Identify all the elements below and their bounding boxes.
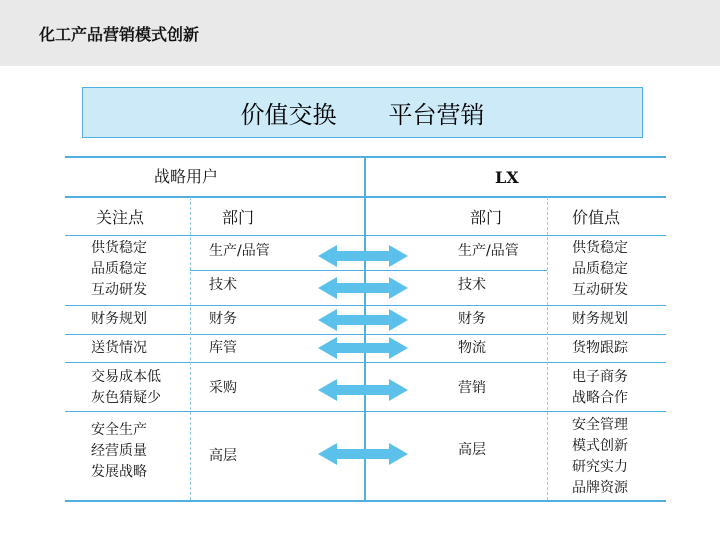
focus-cell: 送货情况 <box>91 340 147 356</box>
double-arrow-icon <box>318 443 408 465</box>
dept-right-cell: 营销 <box>458 380 486 396</box>
value-cell: 财务规划 <box>572 311 628 327</box>
dept-left-cell: 财务 <box>209 311 237 327</box>
value-cell: 安全管理 模式创新 研究实力 品牌资源 <box>572 417 628 496</box>
dept-right-cell: 生产/品管 <box>458 243 519 259</box>
value-cell: 电子商务 战略合作 <box>572 369 628 406</box>
dept-left-cell: 生产/品管 <box>209 243 270 259</box>
dept-right-cell: 物流 <box>458 340 486 356</box>
focus-cell: 财务规划 <box>91 311 147 327</box>
banner-right-text: 平台营销 <box>388 101 485 129</box>
double-arrow-icon <box>318 277 408 299</box>
title-bar <box>0 0 720 66</box>
focus-column-divider <box>190 197 191 500</box>
dept-right-cell: 高层 <box>458 442 486 458</box>
double-arrow-icon <box>318 309 408 331</box>
row-divider-left-dept <box>190 270 365 271</box>
column-header-dept-left: 部门 <box>222 208 255 227</box>
value-cell: 货物跟踪 <box>572 340 628 356</box>
column-header-value: 价值点 <box>572 208 621 227</box>
dept-left-cell: 高层 <box>209 448 237 464</box>
banner <box>82 87 643 138</box>
dept-right-cell: 技术 <box>458 277 486 293</box>
column-header-focus: 关注点 <box>96 208 145 227</box>
banner-left-text: 价值交换 <box>240 101 337 129</box>
value-cell: 供货稳定 品质稳定 互动研发 <box>572 240 628 298</box>
left-group-header: 战略用户 <box>154 167 219 186</box>
dept-right-cell: 财务 <box>458 311 486 327</box>
focus-cell: 安全生产 经营质量 发展战略 <box>91 422 147 480</box>
double-arrow-icon <box>318 379 408 401</box>
value-column-divider <box>547 197 548 500</box>
dept-left-cell: 库管 <box>209 340 237 356</box>
column-header-dept-right: 部门 <box>470 208 503 227</box>
double-arrow-icon <box>318 245 408 267</box>
focus-cell: 供货稳定 品质稳定 互动研发 <box>91 240 147 298</box>
page-title: 化工产品营销模式创新 <box>39 25 200 44</box>
double-arrow-icon <box>318 337 408 359</box>
dept-left-cell: 采购 <box>209 380 237 396</box>
focus-cell: 交易成本低 灰色猜疑少 <box>91 369 161 406</box>
dept-left-cell: 技术 <box>209 277 237 293</box>
row-divider-right-dept <box>366 270 547 271</box>
right-group-header: LX <box>495 168 519 187</box>
